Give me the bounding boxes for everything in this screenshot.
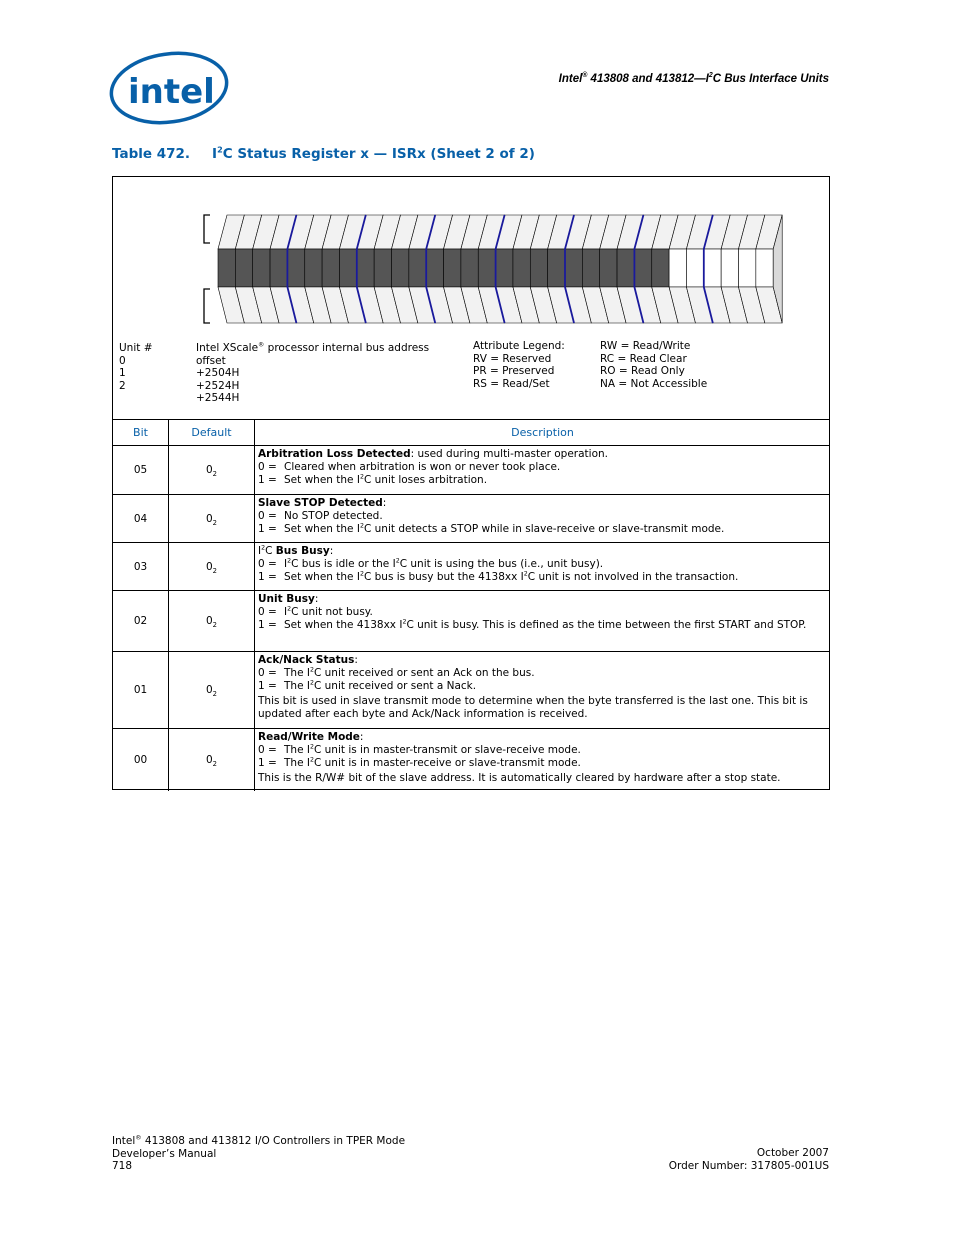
table-row xyxy=(113,652,830,729)
default-cell: $0_2$ xyxy=(169,446,255,495)
table-header-row xyxy=(113,420,830,446)
bit-cell-0 xyxy=(756,249,773,287)
description-cell: Slave STOP Detected: 0 = No STOP detected. 1 = Set when the $I^2C$ unit detects a STOP while in slave-receive or slave-transmit mode. xyxy=(255,495,831,543)
default-column-header: Default xyxy=(169,420,255,446)
bit-cell-31 xyxy=(218,249,235,287)
bit-cell-6 xyxy=(652,249,669,287)
field-name: Ack/Nack Status xyxy=(258,654,355,666)
bit-cell-9 xyxy=(600,249,617,287)
field-note: This bit is used in slave transmit mode to determine when the byte transferred is the last one. This bit is updated after each byte and Ack/Nack information is received. xyxy=(258,695,808,720)
legend-ro: RO = Read Only xyxy=(600,365,685,377)
field-name: Unit Busy xyxy=(258,593,315,605)
bit-cell-16 xyxy=(478,249,495,287)
bit-cell-21 xyxy=(392,249,409,287)
default-cell: $0_2$ xyxy=(169,591,255,652)
default-cell: $0_2$ xyxy=(169,543,255,591)
bit-cell: 04 xyxy=(113,495,169,543)
table-title: Table 472. $I^2C$ Status Register x — ISRx (Sheet 2 of 2) xyxy=(112,144,535,162)
offset-label-2: offset xyxy=(196,354,226,367)
footer-date: October 2007 xyxy=(756,1147,829,1159)
bit-cell-26 xyxy=(305,249,322,287)
bit-cell-13 xyxy=(530,249,547,287)
offset-2: +2544H xyxy=(196,392,240,404)
page-number: 718 xyxy=(112,1160,133,1172)
bit-cell-17 xyxy=(461,249,478,287)
offset-0: +2504H xyxy=(196,367,240,379)
description-column-header: Description xyxy=(255,420,831,446)
table-row xyxy=(113,495,830,543)
bit-cell-11 xyxy=(565,249,582,287)
unit-1: 1 xyxy=(119,367,126,379)
legend-na: NA = Not Accessible xyxy=(600,377,708,390)
bit-cell-30 xyxy=(235,249,252,287)
field-note: This is the R/W# bit of the slave address. It is automatically cleared by hardware after a stop state. xyxy=(258,772,781,784)
bit-column-header: Bit xyxy=(113,420,169,446)
bit-cell-23 xyxy=(357,249,374,287)
register-table xyxy=(112,176,830,790)
description-cell: Ack/Nack Status: 0 = The $I^2C$ unit received or sent an Ack on the bus. 1 = The $I^2C$ unit received or sent a Nack. This bit is used in slave transmit mode to determine when the byte transferred is the last one. This bit is updated after each byte and Ack/Nack information is received. xyxy=(255,652,831,729)
bit-cell-24 xyxy=(339,249,356,287)
bit-cell-5 xyxy=(669,249,686,287)
field-name: Slave STOP Detected xyxy=(258,497,383,509)
bit-cell: 00 xyxy=(113,729,169,791)
unit-2: 2 xyxy=(119,379,126,392)
bottom-bracket xyxy=(204,289,210,323)
bit-cell-12 xyxy=(548,249,565,287)
bit-cell-27 xyxy=(287,249,304,287)
bit-cell-20 xyxy=(409,249,426,287)
description-cell: Read/Write Mode: 0 = The $I^2C$ unit is in master-transmit or slave-receive mode. 1 = The $I^2C$ unit is in master-receive or slave-transmit mode. This is the R/W# bit of the slave address. It is automatically cleared by hardware after a stop state. xyxy=(255,729,831,791)
bit-cell-1 xyxy=(739,249,756,287)
unit-0: 0 xyxy=(119,354,126,367)
field-name: Read/Write Mode xyxy=(258,731,360,743)
bit-cell: 02 xyxy=(113,591,169,652)
legend-rc: RC = Read Clear xyxy=(600,352,687,365)
bit-cell-15 xyxy=(496,249,513,287)
field-name: Arbitration Loss Detected xyxy=(258,448,411,460)
legend-title: Attribute Legend: xyxy=(473,340,565,352)
bit-cell: 03 xyxy=(113,543,169,591)
bit-cell-22 xyxy=(374,249,391,287)
bit-cell-18 xyxy=(444,249,461,287)
bit-cell-29 xyxy=(253,249,270,287)
unit-label: Unit # xyxy=(119,342,153,354)
bit-cell: 05 xyxy=(113,446,169,495)
attribute-legend-right xyxy=(600,340,707,390)
offset-label: Intel XScale® processor internal bus address xyxy=(196,341,430,354)
legend-pr: PR = Preserved xyxy=(473,365,555,377)
legend-rv: RV = Reserved xyxy=(473,352,552,365)
footer-right xyxy=(669,1147,829,1172)
field-name: Bus Busy xyxy=(275,545,330,557)
description-cell: $I^2C$ Bus Busy: 0 = $I^2C$ bus is idle or the $I^2C$ unit is using the bus (i.e., unit busy). 1 = Set when the $I^2C$ bus is busy but the 4138xx $I^2C$ unit is not involved in the transaction. xyxy=(255,543,831,591)
default-cell: $0_2$ xyxy=(169,495,255,543)
table-row xyxy=(113,591,830,652)
bit-cell-28 xyxy=(270,249,287,287)
bit-cell-3 xyxy=(704,249,721,287)
bit-cell-8 xyxy=(617,249,634,287)
attribute-legend-left xyxy=(473,340,565,390)
default-cell: $0_2$ xyxy=(169,652,255,729)
table-row xyxy=(113,446,830,495)
bit-cell-2 xyxy=(721,249,738,287)
intel-logo xyxy=(108,48,230,128)
table-row xyxy=(113,543,830,591)
table-row xyxy=(113,729,830,791)
bit-cell-25 xyxy=(322,249,339,287)
unit-column xyxy=(119,342,153,392)
bit-cell-19 xyxy=(426,249,443,287)
offset-1: +2524H xyxy=(196,379,240,392)
bit-cell-10 xyxy=(582,249,599,287)
footer-doc-title: Intel® 413808 and 413812 I/O Controllers in TPER Mode xyxy=(112,1134,406,1147)
footer-order-number: Order Number: 317805-001US xyxy=(668,1159,829,1172)
running-header: Intel® 413808 and $413812—I^2C$ Bus Interface Units xyxy=(558,72,829,85)
legend-rs: RS = Read/Set xyxy=(473,377,550,390)
top-bracket xyxy=(204,215,210,243)
bit-cell-7 xyxy=(634,249,651,287)
description-cell: Arbitration Loss Detected: used during multi-master operation. 0 = Cleared when arbitration is won or never took place. 1 = Set when the $I^2C$ unit loses arbitration. xyxy=(255,446,831,495)
default-cell: $0_2$ xyxy=(169,729,255,791)
description-cell: Unit Busy: 0 = $I^2C$ unit not busy. 1 = Set when the 4138xx $I^2C$ unit is busy. This is defined as the time between the first START and STOP. xyxy=(255,591,831,652)
footer-left xyxy=(112,1135,405,1173)
logo-text: intel xyxy=(128,72,215,112)
bit-field-table xyxy=(113,419,830,791)
offset-column xyxy=(196,342,429,405)
footer-doc-type: Developer’s Manual xyxy=(112,1147,217,1160)
bit-cell-14 xyxy=(513,249,530,287)
legend-rw: RW = Read/Write xyxy=(600,340,691,352)
bit-cell-4 xyxy=(686,249,703,287)
bit-cell: 01 xyxy=(113,652,169,729)
table-number: Table 472. xyxy=(112,146,191,162)
register-bit-diagram xyxy=(201,211,786,329)
